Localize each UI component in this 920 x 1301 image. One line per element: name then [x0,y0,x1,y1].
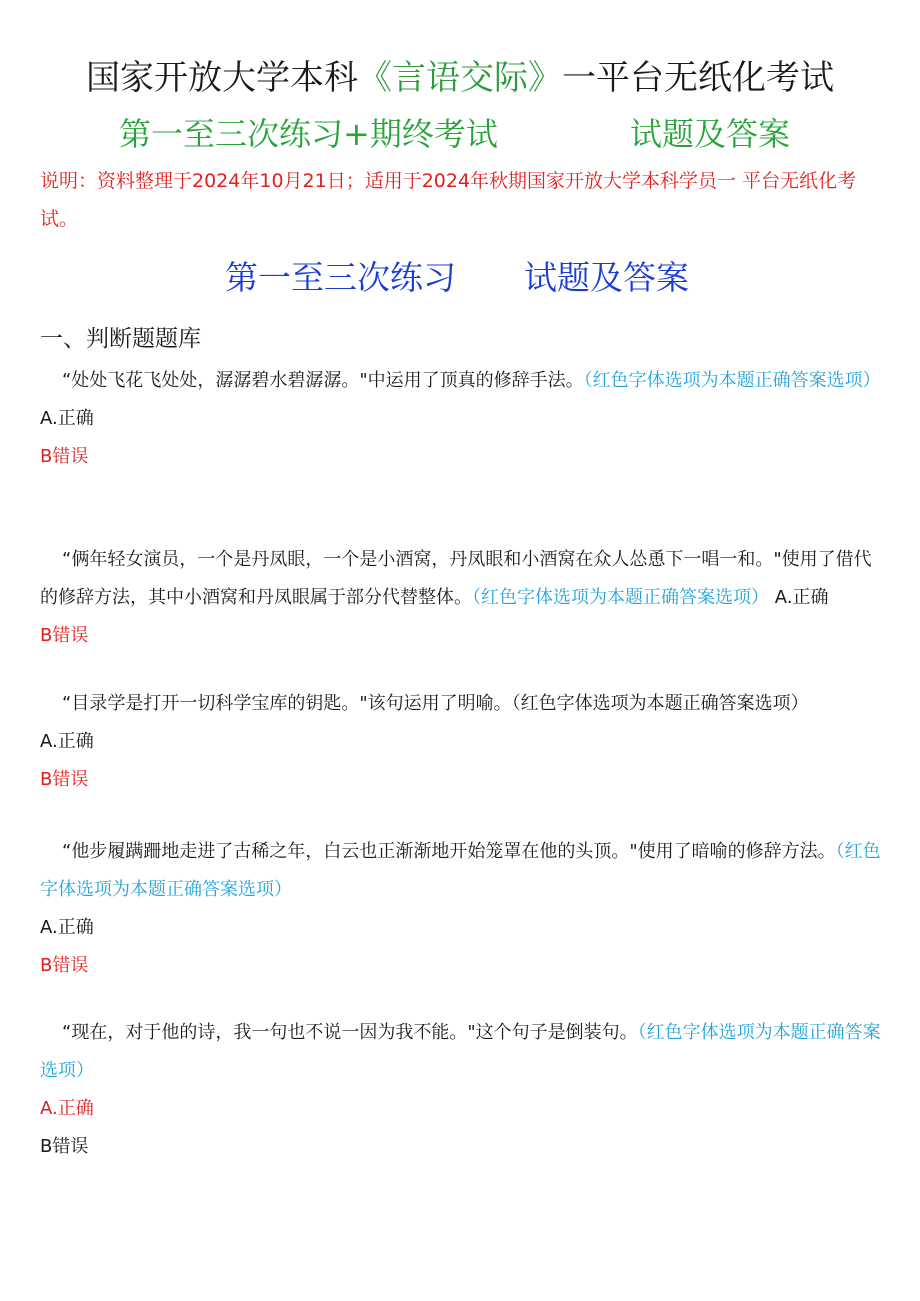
option-a: A.正确 [40,917,94,938]
note-paragraph: 说明：资料整理于2024年10月21日；适用于2024年秋期国家开放大学本科学员一 平台无纸化考试。 [40,170,857,230]
part-heading: 一、判断题题库 [40,326,201,352]
question-stem [40,541,882,617]
answer-hint: （红色字体选项为本题正确答案选项） [40,1022,881,1081]
title-post: 一平台无纸化考试 [562,58,834,98]
option-a: A.正确 [40,408,94,429]
section-title-a: 第一至三次练习 [225,258,456,297]
question-stem [40,685,882,723]
subtitle-part-a: 第一至三次练习+期终考试 [119,115,498,153]
question-5 [40,1014,882,1166]
option-b-correct: B错误 [40,625,89,646]
stem-text: “现在，对于他的诗，我一句也不说一因为我不能。"这个句子是倒装句。 [62,1022,638,1043]
option-a: A.正确 [774,587,829,608]
option-b-correct: B错误 [40,446,89,467]
section-title [0,254,920,302]
stem-text: “他步履蹒跚地走进了古稀之年，白云也正渐渐地开始笼罩在他的头顶。"使用了暗喻的修辞方法。 [62,841,836,862]
stem-text: “处处飞花飞处处，潺潺碧水碧潺潺。"中运用了顶真的修辞手法。 [62,370,584,391]
document-title [0,55,920,101]
answer-hint: （红色字体选项为本题正确答案选项） [40,841,881,900]
question-stem [40,1014,882,1090]
answer-hint: （红色字体选项为本题正确答案选项） [583,370,881,391]
option-b-correct: B错误 [40,955,89,976]
title-pre: 国家开放大学本科 [86,58,358,98]
question-4 [40,833,882,985]
question-2 [40,541,882,655]
stem-text: “俩年轻女演员，一个是丹凤眼，一个是小酒窝，丹凤眼和小酒窝在众人怂恿下一唱一和。"使用了借代的修辞方法，其中小酒窝和丹凤眼属于部分代替整体。 [40,549,872,608]
answer-hint: （红色字体选项为本题正确答案选项） [472,587,769,608]
document-subtitle [0,112,920,156]
question-3 [40,685,882,799]
subtitle-part-b: 试题及答案 [630,115,791,153]
question-stem [40,833,882,909]
option-a-correct: A.正确 [40,1098,94,1119]
option-b-correct: B错误 [40,769,89,790]
section-title-b: 试题及答案 [524,258,689,297]
option-b: B错误 [40,1136,89,1157]
option-a: A.正确 [40,731,94,752]
question-stem [40,362,882,400]
question-1 [40,362,882,476]
answer-hint: （红色字体选项为本题正确答案选项） [511,693,809,714]
title-course: 《言语交际》 [358,58,562,98]
stem-text: “目录学是打开一切科学宝库的钥匙。"该句运用了明喻。 [62,693,512,714]
